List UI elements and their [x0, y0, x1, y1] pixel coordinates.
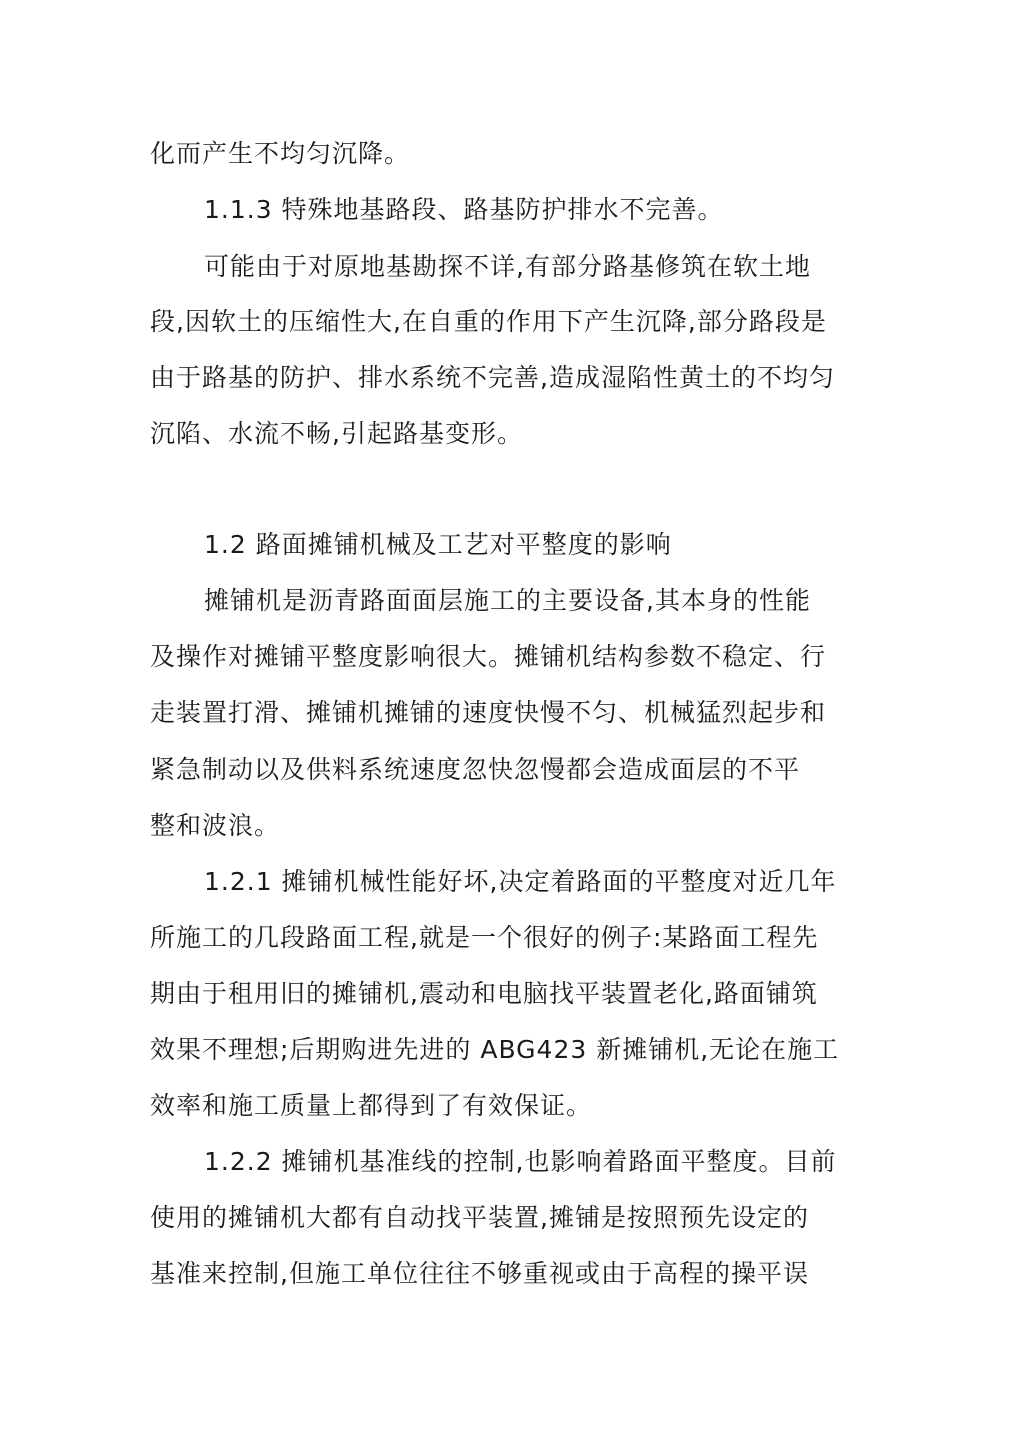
- paragraph-line: 摊铺机是沥青路面面层施工的主要设备,其本身的性能: [204, 586, 811, 615]
- section-heading-1-2-1: 1.2.1 摊铺机械性能好坏,决定着路面的平整度对近几年: [204, 867, 837, 896]
- paragraph-line: 基准来控制,但施工单位往往不够重视或由于高程的操平误: [150, 1259, 809, 1288]
- paragraph-line: 走装置打滑、摊铺机摊铺的速度快慢不匀、机械猛烈起步和: [150, 698, 827, 727]
- paragraph-line: 效率和施工质量上都得到了有效保证。: [150, 1091, 593, 1120]
- paragraph-line: 使用的摊铺机大都有自动找平装置,摊铺是按照预先设定的: [150, 1203, 809, 1232]
- paragraph-line: 紧急制动以及供料系统速度忽快忽慢都会造成面层的不平: [150, 755, 801, 784]
- paragraph-line: 期由于租用旧的摊铺机,震动和电脑找平装置老化,路面铺筑: [150, 979, 818, 1008]
- paragraph-line: 效果不理想;后期购进先进的 ABG423 新摊铺机,无论在施工: [150, 1035, 840, 1064]
- paragraph-line: 由于路基的防护、排水系统不完善,造成湿陷性黄土的不均匀: [150, 363, 835, 392]
- paragraph-line: 段,因软土的压缩性大,在自重的作用下产生沉降,部分路段是: [150, 307, 827, 336]
- paragraph-line: 可能由于对原地基勘探不详,有部分路基修筑在软土地: [204, 252, 811, 281]
- paragraph-line: 所施工的几段路面工程,就是一个很好的例子:某路面工程先: [150, 923, 819, 952]
- section-heading-1-2: 1.2 路面摊铺机械及工艺对平整度的影响: [204, 530, 672, 559]
- paragraph-line: 整和波浪。: [150, 811, 281, 840]
- section-heading-1-2-2: 1.2.2 摊铺机基准线的控制,也影响着路面平整度。目前: [204, 1147, 837, 1176]
- body-text-line: 化而产生不均匀沉降。: [150, 139, 411, 168]
- section-heading-1-1-3: 1.1.3 特殊地基路段、路基防护排水不完善。: [204, 195, 724, 224]
- paragraph-line: 沉陷、水流不畅,引起路基变形。: [150, 419, 523, 448]
- paragraph-line: 及操作对摊铺平整度影响很大。摊铺机结构参数不稳定、行: [150, 642, 827, 671]
